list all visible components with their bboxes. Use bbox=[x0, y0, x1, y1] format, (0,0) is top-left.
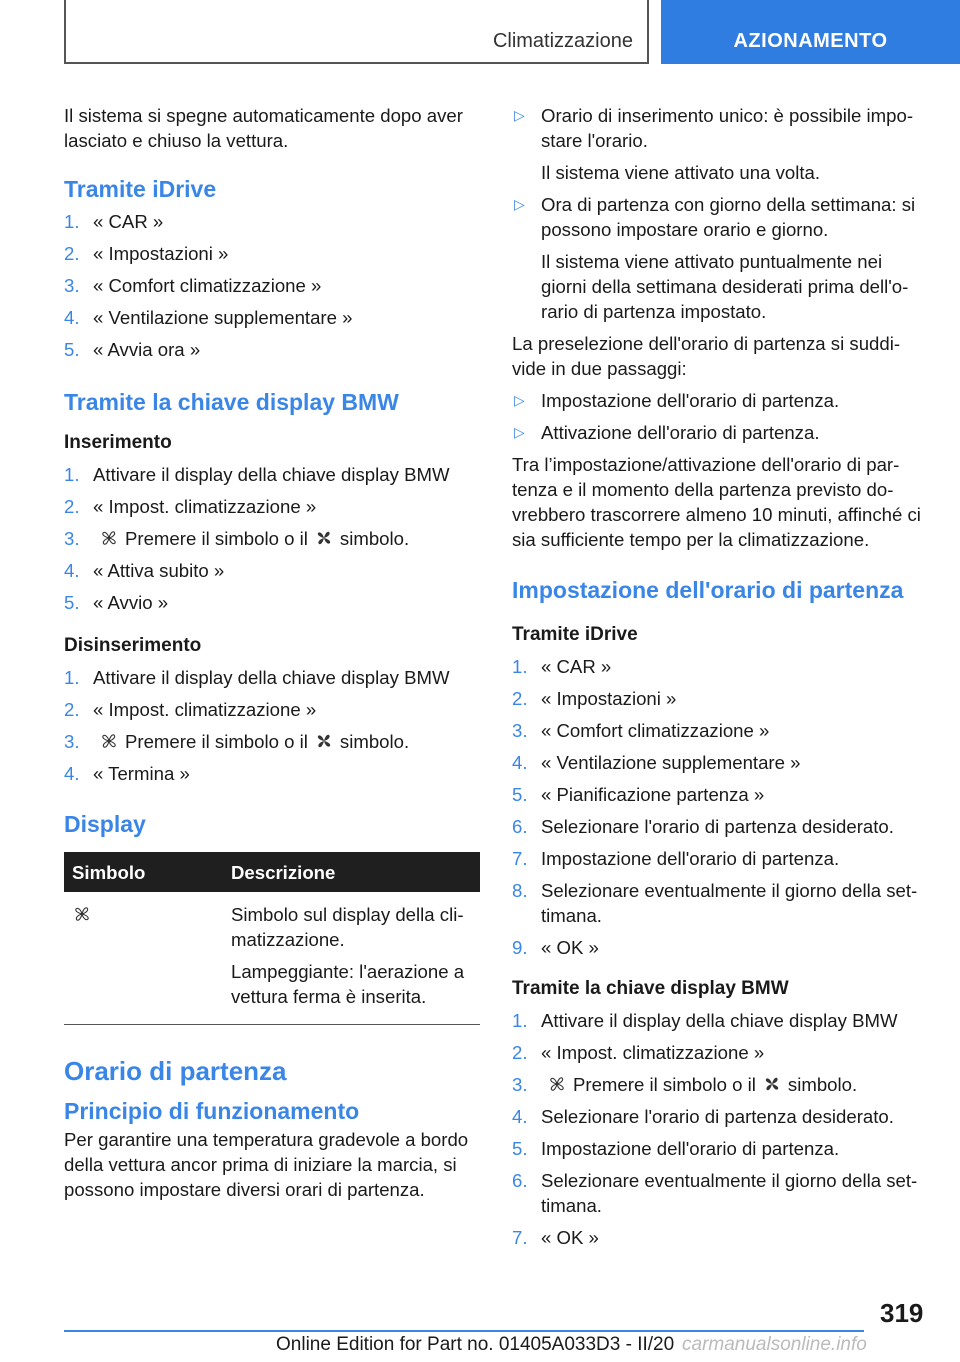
idrive-steps bbox=[64, 209, 482, 362]
step-text: Selezionare eventualmente il giorno della set-timana. bbox=[541, 1170, 918, 1216]
departure-types-list bbox=[512, 103, 926, 324]
step-number: 1. bbox=[64, 667, 80, 688]
step-text: « Avvia ora » bbox=[93, 339, 201, 360]
step-number: 4. bbox=[512, 1106, 528, 1127]
step-number: 8. bbox=[512, 880, 528, 901]
list-item bbox=[64, 665, 482, 690]
list-item bbox=[64, 305, 482, 330]
step-number: 1. bbox=[64, 211, 80, 232]
fan-off-icon bbox=[762, 1074, 782, 1094]
fan-off-icon bbox=[314, 731, 334, 751]
list-item bbox=[512, 654, 926, 679]
icon-step-suffix: simbolo. bbox=[339, 528, 410, 549]
list-item bbox=[512, 846, 926, 871]
page-header bbox=[0, 0, 960, 66]
footer-divider bbox=[64, 1330, 864, 1332]
step-number: 5. bbox=[512, 784, 528, 805]
step-text: « Avvio » bbox=[93, 592, 169, 613]
step-text: « Impost. climatizzazione » bbox=[93, 699, 317, 720]
key-heading: Tramite la chiave display BMW bbox=[64, 389, 399, 415]
step-number: 3. bbox=[512, 1074, 528, 1095]
list-item bbox=[64, 462, 482, 487]
fan-icon bbox=[547, 1074, 567, 1094]
step-number: 2. bbox=[64, 496, 80, 517]
step-number: 5. bbox=[64, 592, 80, 613]
desc-line-1: Simbolo sul display della cli-matizzazione. bbox=[231, 904, 464, 950]
icon-step-text bbox=[541, 1074, 857, 1095]
icon-step-suffix: simbolo. bbox=[787, 1074, 858, 1095]
step-number: 7. bbox=[512, 1227, 528, 1248]
section-title: Climatizzazione bbox=[492, 30, 633, 52]
list-item bbox=[64, 337, 482, 362]
step-number: 3. bbox=[64, 275, 80, 296]
list-item bbox=[512, 1040, 926, 1065]
list-item bbox=[512, 103, 926, 185]
step-text: Selezionare l'orario di partenza desiderato. bbox=[541, 816, 894, 837]
icon-step-prefix: Premere il simbolo o il bbox=[125, 528, 308, 549]
list-item bbox=[64, 697, 482, 722]
step-number: 6. bbox=[512, 816, 528, 837]
list-item bbox=[64, 761, 482, 786]
step-number: 2. bbox=[512, 1042, 528, 1063]
list-item bbox=[64, 209, 482, 234]
step-text: « Ventilazione supplementare » bbox=[541, 752, 801, 773]
list-item bbox=[512, 1008, 926, 1033]
triangle-bullet-icon: ▷ bbox=[514, 196, 525, 212]
list-item bbox=[512, 750, 926, 775]
principle-text: Per garantire una temperatura gradevole a bordo della vettura ancor prima di iniziare la marcia, si possono impostare diversi orari di partenza. bbox=[64, 1129, 469, 1200]
step-text: Impostazione dell'orario di partenza. bbox=[541, 1138, 840, 1159]
bullet-2-text: Ora di partenza con giorno della settimana: si possono impostare orario e giorno. bbox=[541, 194, 916, 240]
step-number: 4. bbox=[64, 560, 80, 581]
step-text: « Comfort climatizzazione » bbox=[541, 720, 770, 741]
step-number: 4. bbox=[512, 752, 528, 773]
list-item bbox=[64, 494, 482, 519]
step-number: 7. bbox=[512, 848, 528, 869]
list-item bbox=[512, 878, 926, 928]
page-number: 319 bbox=[880, 1298, 924, 1328]
step-number: 6. bbox=[512, 1170, 528, 1191]
step-number: 3. bbox=[512, 720, 528, 741]
chapter-tab bbox=[661, 0, 960, 64]
desc-cell bbox=[223, 892, 480, 1025]
list-item bbox=[512, 1168, 926, 1218]
list-item bbox=[64, 590, 482, 615]
desc-line-2: Lampeggiante: l'aerazione a vettura ferma è inserita. bbox=[231, 961, 465, 1007]
fan-off-icon bbox=[314, 528, 334, 548]
step-number: 2. bbox=[64, 699, 80, 720]
triangle-bullet-icon: ▷ bbox=[514, 107, 525, 123]
step-text: « Impostazioni » bbox=[541, 688, 677, 709]
list-item bbox=[512, 192, 926, 324]
step-text: Attivare il display della chiave display BMW bbox=[93, 464, 450, 485]
chapter-tab-label: AZIONAMENTO bbox=[733, 30, 888, 52]
step-text: « CAR » bbox=[541, 656, 612, 677]
step-number: 1. bbox=[512, 656, 528, 677]
list-item bbox=[64, 273, 482, 298]
col-desc-header: Descrizione bbox=[223, 852, 480, 892]
list-item bbox=[64, 558, 482, 583]
step-text: « OK » bbox=[541, 1227, 599, 1248]
list-item bbox=[512, 388, 926, 413]
step-text: Attivare il display della chiave display BMW bbox=[93, 667, 450, 688]
fan-icon bbox=[72, 904, 92, 924]
icon-step-prefix: Premere il simbolo o il bbox=[573, 1074, 756, 1095]
step-text: « Impostazioni » bbox=[93, 243, 229, 264]
insert-heading: Inserimento bbox=[64, 432, 172, 453]
bullet-1-note: Il sistema viene attivato una volta. bbox=[541, 162, 821, 183]
list-item bbox=[512, 718, 926, 743]
list-item bbox=[64, 241, 482, 266]
right-key-steps bbox=[512, 1008, 926, 1250]
preselect-text: La preselezione dell'orario di partenza si suddi-vide in due passaggi: bbox=[512, 333, 901, 379]
list-item bbox=[512, 1104, 926, 1129]
edition-text: Online Edition for Part no. 01405A033D3 - II/20 bbox=[276, 1334, 675, 1355]
right-column bbox=[512, 103, 926, 1257]
list-item bbox=[512, 814, 926, 839]
step-text: « Termina » bbox=[93, 763, 190, 784]
list-item bbox=[512, 420, 926, 445]
step-text: Impostazione dell'orario di partenza. bbox=[541, 848, 840, 869]
section-title-box bbox=[64, 0, 649, 64]
icon-step-text bbox=[93, 528, 409, 549]
list-item bbox=[512, 935, 926, 960]
table-header-row bbox=[64, 852, 480, 892]
bullet-text: Impostazione dell'orario di partenza. bbox=[541, 390, 840, 411]
step-number: 9. bbox=[512, 937, 528, 958]
icon-step-prefix: Premere il simbolo o il bbox=[125, 731, 308, 752]
col-symbol-header: Simbolo bbox=[64, 852, 223, 892]
list-item bbox=[64, 526, 482, 551]
step-text: « Attiva subito » bbox=[93, 560, 225, 581]
step-number: 2. bbox=[64, 243, 80, 264]
step-text: « Comfort climatizzazione » bbox=[93, 275, 322, 296]
list-item bbox=[512, 1072, 926, 1097]
icon-step-suffix: simbolo. bbox=[339, 731, 410, 752]
step-number: 1. bbox=[512, 1010, 528, 1031]
right-idrive-steps bbox=[512, 654, 926, 960]
bullet-text: Attivazione dell'orario di partenza. bbox=[541, 422, 820, 443]
step-text: Selezionare l'orario di partenza desiderato. bbox=[541, 1106, 894, 1127]
bullet-2-note: Il sistema viene attivato puntualmente nei giorni della settimana desiderati prima dell'o-rario di partenza impostato. bbox=[541, 251, 909, 322]
step-number: 3. bbox=[64, 731, 80, 752]
principle-heading: Principio di funzionamento bbox=[64, 1098, 360, 1124]
remove-steps bbox=[64, 665, 482, 786]
symbol-cell bbox=[64, 892, 223, 1025]
list-item bbox=[64, 729, 482, 754]
fan-icon bbox=[99, 528, 119, 548]
list-item bbox=[512, 1225, 926, 1250]
list-item bbox=[512, 782, 926, 807]
step-number: 5. bbox=[512, 1138, 528, 1159]
idrive-heading: Tramite iDrive bbox=[64, 176, 217, 202]
list-item bbox=[512, 686, 926, 711]
table-row bbox=[64, 892, 480, 1025]
icon-step-text bbox=[93, 731, 409, 752]
step-text: « CAR » bbox=[93, 211, 164, 232]
intro-text: Il sistema si spegne automaticamente dopo aver lasciato e chiuso la vettura. bbox=[64, 105, 463, 151]
right-idrive-heading: Tramite iDrive bbox=[512, 624, 638, 645]
display-heading: Display bbox=[64, 811, 146, 837]
step-text: Attivare il display della chiave display BMW bbox=[541, 1010, 898, 1031]
insert-steps bbox=[64, 462, 482, 615]
fan-icon bbox=[99, 731, 119, 751]
set-departure-heading: Impostazione dell'orario di partenza bbox=[512, 577, 904, 603]
step-number: 5. bbox=[64, 339, 80, 360]
step-text: « Impost. climatizzazione » bbox=[93, 496, 317, 517]
departure-heading: Orario di partenza bbox=[64, 1056, 287, 1086]
step-number: 3. bbox=[64, 528, 80, 549]
list-item bbox=[512, 1136, 926, 1161]
step-text: « Pianificazione partenza » bbox=[541, 784, 765, 805]
triangle-bullet-icon: ▷ bbox=[514, 424, 525, 440]
step-text: « Ventilazione supplementare » bbox=[93, 307, 353, 328]
bullet-1-text: Orario di inserimento unico: è possibile impo-stare l'orario. bbox=[541, 105, 914, 151]
preselect-list bbox=[512, 388, 926, 445]
step-text: « OK » bbox=[541, 937, 599, 958]
gap-text: Tra l’impostazione/attivazione dell'orario di par-tenza e il momento della partenza previsto do-vrebbero trascorrere almeno 10 minuti, affinché ci sia sufficiente tempo per la climatizzazione. bbox=[512, 454, 921, 550]
triangle-bullet-icon: ▷ bbox=[514, 392, 525, 408]
right-key-heading: Tramite la chiave display BMW bbox=[512, 978, 789, 999]
step-text: Selezionare eventualmente il giorno della set-timana. bbox=[541, 880, 918, 926]
step-number: 4. bbox=[64, 763, 80, 784]
step-number: 1. bbox=[64, 464, 80, 485]
remove-heading: Disinserimento bbox=[64, 635, 202, 656]
step-number: 2. bbox=[512, 688, 528, 709]
step-number: 4. bbox=[64, 307, 80, 328]
step-text: « Impost. climatizzazione » bbox=[541, 1042, 765, 1063]
left-column bbox=[64, 103, 482, 1209]
watermark: carmanualsonline.info bbox=[682, 1334, 867, 1355]
display-table bbox=[64, 852, 480, 1025]
